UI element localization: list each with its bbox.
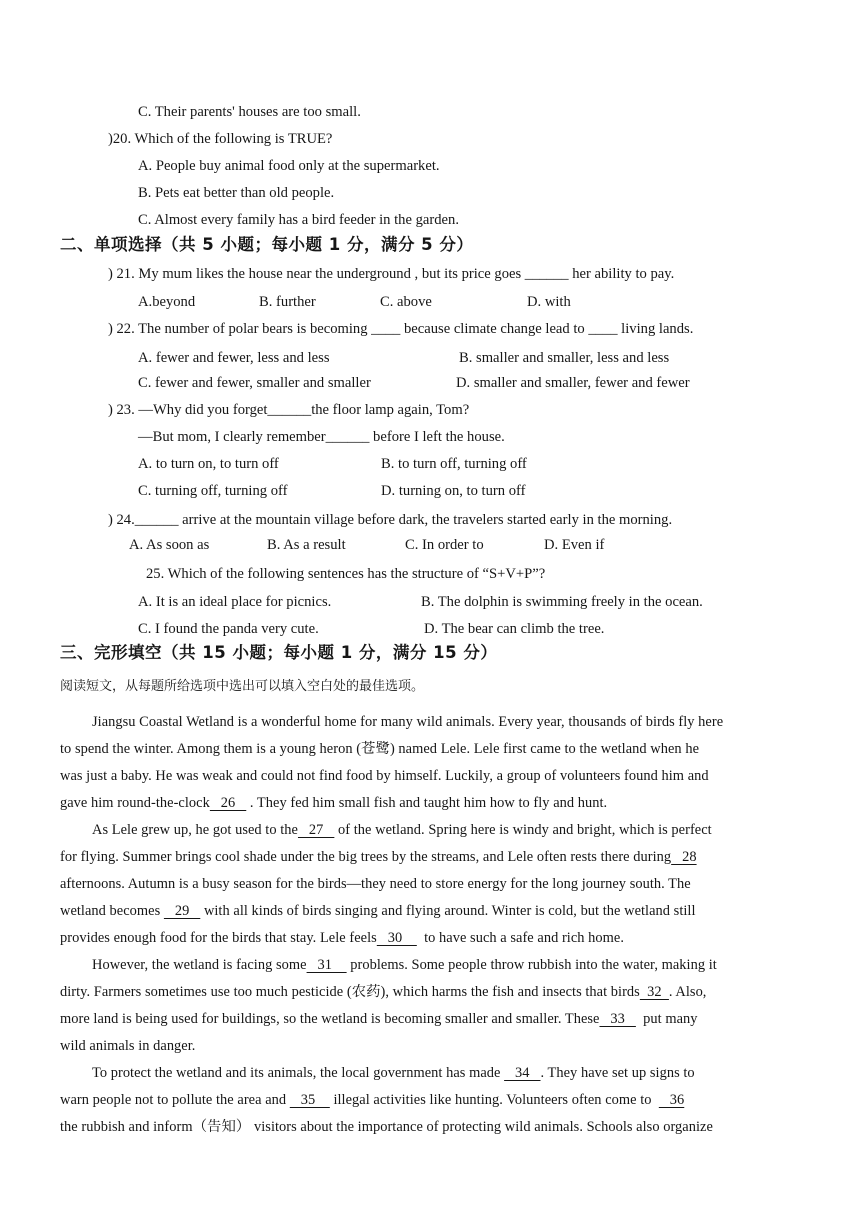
passage-line — [92, 1064, 695, 1082]
q21-option-d: D. with — [527, 294, 571, 310]
passage-text: to have such a safe and rich home. — [416, 930, 625, 946]
q23-stem: ) 23. —Why did you forget______the floor lamp again, Tom? — [108, 402, 470, 418]
passage-text: . They have set up signs to — [540, 1065, 695, 1081]
passage-line — [60, 1010, 698, 1028]
passage-text: . They fed him small fish and taught him how to fly and hunt. — [246, 795, 608, 811]
section3-heading: 三、完形填空（共 15 小题；每小题 1 分，满分 15 分） — [60, 643, 498, 662]
q21-stem: ) 21. My mum likes the house near the underground , but its price goes ______ her ability to pay. — [108, 266, 675, 282]
passage-text: provides enough food for the birds that stay. Lele feels — [60, 930, 377, 946]
q24-option-b: B. As a result — [267, 537, 346, 553]
q21-option-a: A.beyond — [138, 294, 196, 310]
passage-line — [60, 902, 696, 920]
passage-line — [60, 1091, 684, 1109]
passage-line — [92, 956, 717, 974]
q23-option-c: C. turning off, turning off — [138, 483, 288, 499]
cloze-blank-34: 34 — [504, 1065, 541, 1081]
passage-text: put many — [635, 1011, 698, 1027]
q24-option-d: D. Even if — [544, 537, 605, 553]
passage-line — [60, 1118, 713, 1136]
passage-line — [60, 848, 697, 866]
cloze-blank-30: 30 — [376, 930, 417, 946]
passage-text: the rubbish and inform（告知） visitors about the importance of protecting wild animals. Schools also organize — [60, 1119, 713, 1135]
cloze-blank-31: 31 — [306, 957, 347, 973]
passage-line — [60, 1037, 195, 1055]
q24-option-a: A. As soon as — [129, 537, 210, 553]
cloze-blank-33: 33 — [599, 1011, 636, 1027]
q25-option-b: B. The dolphin is swimming freely in the ocean. — [421, 594, 703, 610]
q25-option-d: D. The bear can climb the tree. — [424, 621, 605, 637]
passage-text: illegal activities like hunting. Volunteers often come to — [329, 1092, 659, 1108]
passage-text: more land is being used for buildings, so the wetland is becoming smaller and smaller. These — [60, 1011, 600, 1027]
passage-line — [60, 767, 709, 785]
q23-option-a: A. to turn on, to turn off — [138, 456, 279, 472]
cloze-blank-28: 28 — [671, 849, 697, 865]
passage-line — [60, 794, 607, 812]
passage-line — [60, 983, 706, 1001]
cloze-blank-35: 35 — [289, 1092, 330, 1108]
q22-option-b: B. smaller and smaller, less and less — [459, 350, 670, 366]
q20-stem: )20. Which of the following is TRUE? — [108, 131, 333, 147]
q22-option-a: A. fewer and fewer, less and less — [138, 350, 330, 366]
passage-text: gave him round-the-clock — [60, 795, 210, 811]
section3-instruction: 阅读短文，从每题所给选项中选出可以填入空白处的最佳选项。 — [60, 679, 425, 694]
passage-text: problems. Some people throw rubbish into the water, making it — [346, 957, 717, 973]
q25-option-c: C. I found the panda very cute. — [138, 621, 319, 637]
q23-option-b: B. to turn off, turning off — [381, 456, 527, 472]
section2-heading: 二、单项选择（共 5 小题；每小题 1 分，满分 5 分） — [60, 235, 474, 254]
q24-option-c: C. In order to — [405, 537, 484, 553]
passage-text: warn people not to pollute the area and — [60, 1092, 290, 1108]
passage-line — [92, 713, 723, 731]
passage-text: wetland becomes — [60, 903, 164, 919]
q20-option-a: A. People buy animal food only at the supermarket. — [138, 158, 440, 174]
passage-text: for flying. Summer brings cool shade under the big trees by the streams, and Lele often rests there during — [60, 849, 672, 865]
cloze-blank-36: 36 — [658, 1092, 685, 1108]
passage-text: wild animals in danger. — [60, 1038, 196, 1054]
q23-reply: —But mom, I clearly remember______ before I left the house. — [138, 429, 505, 445]
q22-option-d: D. smaller and smaller, fewer and fewer — [456, 375, 690, 391]
q19-option-c: C. Their parents' houses are too small. — [138, 104, 361, 120]
passage-text: afternoons. Autumn is a busy season for the birds—they need to store energy for the long journey south. The — [60, 876, 691, 892]
q24-stem: ) 24.______ arrive at the mountain village before dark, the travelers started early in the morning. — [108, 512, 673, 528]
passage-text: to spend the winter. Among them is a young heron (苍鹭) named Lele. Lele first came to the wetland when he — [60, 741, 700, 757]
passage-text: of the wetland. Spring here is windy and bright, which is perfect — [334, 822, 712, 838]
cloze-blank-29: 29 — [163, 903, 201, 919]
cloze-blank-26: 26 — [209, 795, 247, 811]
q25-stem: 25. Which of the following sentences has the structure of “S+V+P”? — [146, 566, 546, 582]
q25-option-a: A. It is an ideal place for picnics. — [138, 594, 332, 610]
passage-text: . Also, — [668, 984, 707, 1000]
q21-option-b: B. further — [259, 294, 316, 310]
q23-option-d: D. turning on, to turn off — [381, 483, 526, 499]
cloze-blank-32: 32 — [639, 984, 669, 1000]
passage-text: was just a baby. He was weak and could not find food by himself. Luckily, a group of volunteers found him and — [60, 768, 709, 784]
q22-stem: ) 22. The number of polar bears is becoming ____ because climate change lead to ____ living lands. — [108, 321, 694, 337]
passage-line — [60, 875, 691, 893]
passage-text: However, the wetland is facing some — [92, 957, 307, 973]
passage-line — [60, 740, 699, 758]
passage-text: To protect the wetland and its animals, the local government has made — [92, 1065, 505, 1081]
passage-line — [92, 821, 712, 839]
q22-option-c: C. fewer and fewer, smaller and smaller — [138, 375, 371, 391]
passage-text: with all kinds of birds singing and flying around. Winter is cold, but the wetland still — [200, 903, 696, 919]
passage-text: Jiangsu Coastal Wetland is a wonderful home for many wild animals. Every year, thousands of birds fly here — [92, 714, 724, 730]
cloze-blank-27: 27 — [297, 822, 335, 838]
passage-line — [60, 929, 624, 947]
q20-option-b: B. Pets eat better than old people. — [138, 185, 335, 201]
passage-text: dirty. Farmers sometimes use too much pesticide (农药), which harms the fish and insects that birds — [60, 984, 640, 1000]
passage-text: As Lele grew up, he got used to the — [92, 822, 298, 838]
q21-option-c: C. above — [380, 294, 432, 310]
q20-option-c: C. Almost every family has a bird feeder in the garden. — [138, 212, 459, 228]
